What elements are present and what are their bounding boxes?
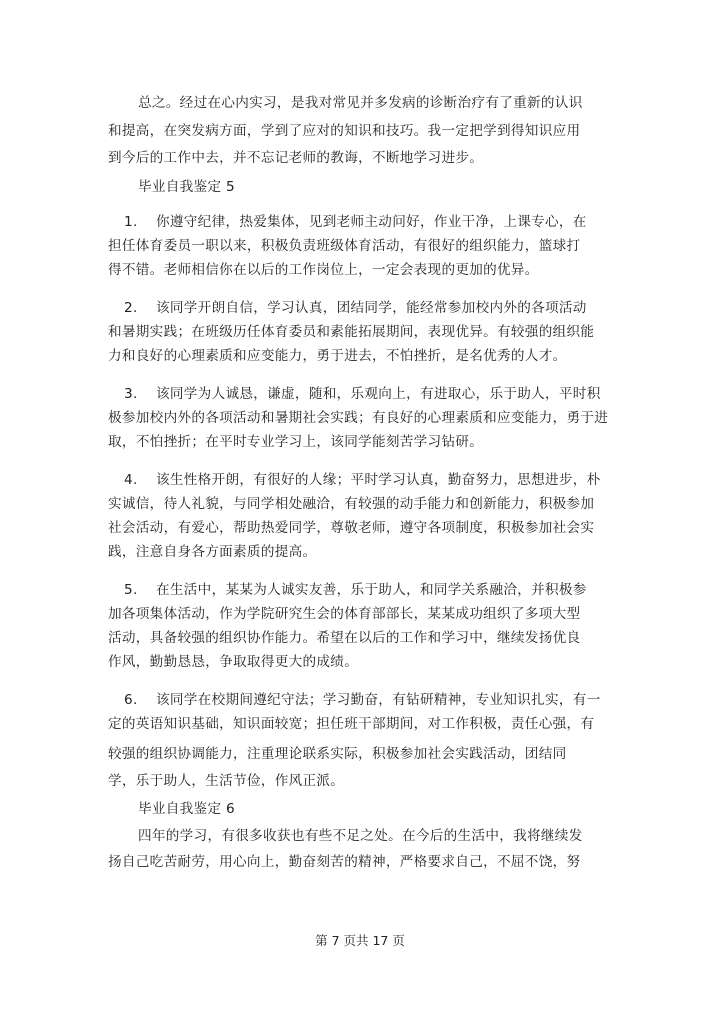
list-number: 3. <box>124 386 138 402</box>
list-item <box>124 471 601 489</box>
paragraph-line: 担任体育委员一职以来，积极负责班级体育活动，有很好的组织能力，篮球打 <box>108 238 581 254</box>
paragraph-line: 较强的组织协调能力，注重理论联系实际，积极参加社会实践活动，团结同 <box>108 746 567 762</box>
paragraph-line: 和暑期实践；在班级历任体育委员和素能拓展期间，表现优异。有较强的组织能 <box>108 324 595 340</box>
paragraph-line: 实诚信，待人礼貌，与同学相处融洽，有较强的动手能力和创新能力，积极参加 <box>108 496 595 512</box>
list-item <box>124 213 587 231</box>
paragraph-line: 总之。经过在心内实习，是我对常见并多发病的诊断治疗有了重新的认识 <box>138 95 583 111</box>
paragraph-line: 活动，具备较强的组织协作能力。希望在以后的工作和学习中，继续发扬优良 <box>108 630 581 646</box>
paragraph-line: 践，注意自身各方面素质的提高。 <box>108 544 317 560</box>
paragraph-line: 极参加校内外的各项活动和暑期社会实践；有良好的心理素质和应变能力，勇于进 <box>108 410 609 426</box>
paragraph-line: 到今后的工作中去，并不忘记老师的教诲，不断地学习进步。 <box>108 150 484 166</box>
paragraph-line: 取，不怕挫折；在平时专业学习上，该同学能刻苦学习钻研。 <box>108 434 484 450</box>
paragraph-line: 该同学为人诚恳，谦虚，随和，乐观向上，有进取心，乐于助人，平时积 <box>156 386 601 402</box>
paragraph-line: 作风，勤勤恳恳，争取取得更大的成绩。 <box>108 654 359 670</box>
section-heading: 毕业自我鉴定 6 <box>138 801 235 817</box>
list-number: 4. <box>124 472 138 488</box>
paragraph-line: 在生活中，某某为人诚实友善，乐于助人，和同学关系融洽，并积极参 <box>156 582 587 598</box>
list-number: 2. <box>124 300 138 316</box>
paragraph-line: 得不错。老师相信你在以后的工作岗位上，一定会表现的更加的优异。 <box>108 262 539 278</box>
list-number: 6. <box>124 692 138 708</box>
paragraph-line: 扬自己吃苦耐劳，用心向上，勤奋刻苦的精神，严格要求自己，不屈不饶，努 <box>108 854 581 870</box>
list-item <box>124 299 587 317</box>
paragraph-line: 该同学在校期间遵纪守法；学习勤奋，有钻研精神，专业知识扎实，有一 <box>156 692 601 708</box>
paragraph-line: 四年的学习，有很多收获也有些不足之处。在今后的生活中，我将继续发 <box>138 828 583 844</box>
paragraph-line: 加各项集体活动，作为学院研究生会的体育部部长，某某成功组织了多项大型 <box>108 606 581 622</box>
page-number-footer: 第 7 页共 17 页 <box>315 933 405 948</box>
list-item <box>124 385 601 403</box>
paragraph-line: 学，乐于助人，生活节俭，作风正派。 <box>108 773 345 789</box>
paragraph-line: 该同学开朗自信，学习认真，团结同学，能经常参加校内外的各项活动 <box>156 300 587 316</box>
paragraph-line: 力和良好的心理素质和应变能力，勇于进去，不怕挫折，是名优秀的人才。 <box>108 348 567 364</box>
paragraph-line: 该生性格开朗，有很好的人缘；平时学习认真，勤奋努力，思想进步，朴 <box>156 472 601 488</box>
paragraph-line: 你遵守纪律，热爱集体，见到老师主动问好，作业干净，上课专心，在 <box>156 214 587 230</box>
paragraph-line: 和提高，在突发病方面，学到了应对的知识和技巧。我一定把学到得知识应用 <box>108 123 581 139</box>
list-number: 5. <box>124 582 138 598</box>
paragraph-line: 定的英语知识基础，知识面较宽；担任班干部期间，对工作积极，责任心强，有 <box>108 716 595 732</box>
section-heading: 毕业自我鉴定 5 <box>138 179 235 195</box>
list-item <box>124 691 601 709</box>
list-number: 1. <box>124 214 138 230</box>
paragraph-line: 社会活动，有爱心，帮助热爱同学，尊敬老师，遵守各项制度，积极参加社会实 <box>108 520 595 536</box>
list-item <box>124 581 587 599</box>
